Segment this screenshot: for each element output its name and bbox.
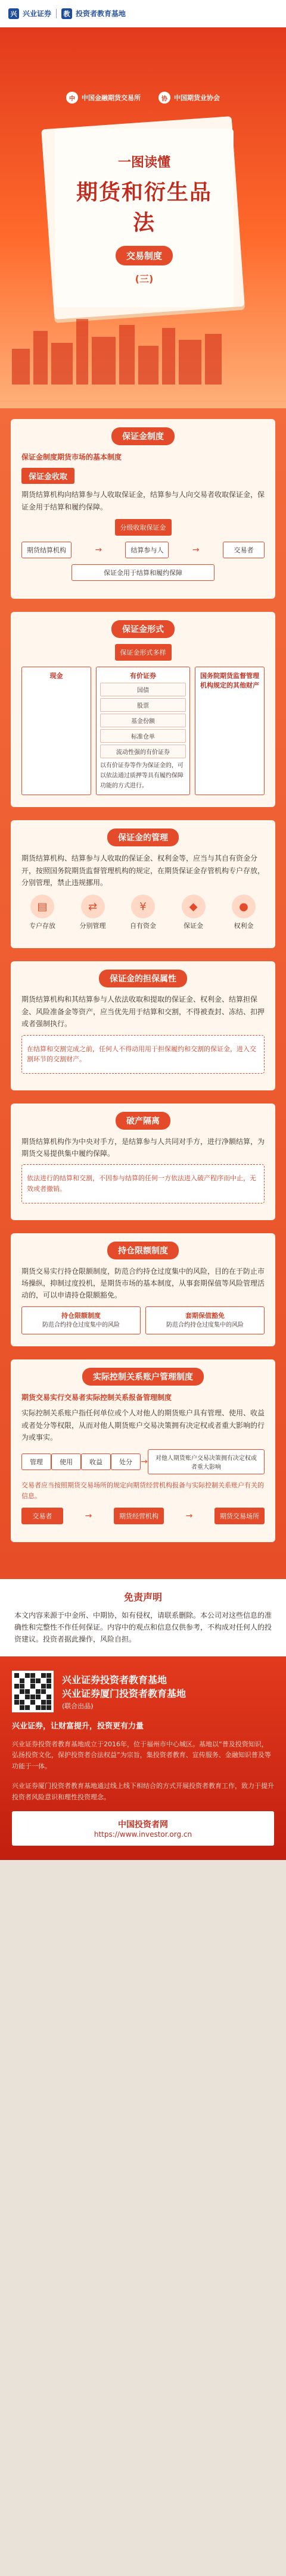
section-title: 保证金的管理 [107,829,179,846]
arrow-right-icon: → [185,1511,193,1521]
form-col-cash [21,667,91,795]
edu-name: 投资者教育基地 [76,10,126,18]
footer-line1: 兴业证券投资者教育基地 [62,1674,167,1686]
hero-banner [0,27,286,408]
form-cell: 基金份额 [100,714,186,727]
flow-node: 处分 [111,1453,141,1470]
section-title: 保证金的担保属性 [99,970,187,987]
flow-node: 管理 [21,1453,51,1470]
section-text: 期货结算机构作为中央对手方，是结算参与人共同对手方，进行净额结算，为期货交易提供集中履约保障。 [21,1137,265,1158]
coin-icon: ● [232,895,256,918]
icon-item [173,895,214,930]
flow-node: 收益 [81,1453,111,1470]
hedge-item [145,1306,265,1334]
form-cell: 标准仓单 [100,729,186,743]
section-heading [21,1112,265,1130]
flow-node: 使用 [51,1453,81,1470]
flow-node-exchange: 期货交易场所 [214,1508,265,1524]
brand-logo [8,8,51,19]
section-heading [21,1242,265,1259]
section-margin-forms [11,612,275,807]
divider [56,9,57,18]
icon-item [72,895,114,930]
col-title: 国务院期货监督管理机构规定的其他财产 [200,672,260,690]
form-note: 以有价证券等作为保证金的，可以依法通过质押等具有履约保障功能的方式进行。 [100,762,184,790]
section-text: 期货交易实行持仓限额制度，防范合约持仓过度集中的风险，目的在于防止市场操纵，抑制过度投机，是期货市场的基本制度，从事套期保值等风险管理活动的，可以申请持仓限额豁免。 [21,1267,265,1300]
icon-item [122,895,164,930]
note-text: 交易者应当按照期货交易场所的规定向期货经营机构报备与实际控制关系账户有关的信息。 [21,1481,264,1500]
arrow-right-icon: → [141,1457,148,1467]
limit-item [21,1306,141,1334]
flow-node-trader: 交易者 [21,1508,63,1524]
footer-titles [62,1672,186,1711]
flow-result: 对他人期货账户交易决策拥有决定权或者重大影响 [148,1449,265,1474]
section-text: 期货结算机构和其结算参与人依法收取和提取的保证金、权利金、结算担保金、风险准备金等资产，应当优先用于结算和交割，不得被查封、冻结、扣押或者强制执行。 [21,995,265,1028]
hero-title: 期货和衍生品法 [76,180,212,235]
icon-label: 保证金 [184,922,203,930]
qr-code-icon [12,1671,54,1712]
section-title: 保证金制度 [111,427,175,445]
footer [0,1656,286,1860]
management-icons [21,895,265,930]
flow-node-clearing: 期货结算机构 [21,542,72,558]
icon-label: 分别管理 [79,922,106,930]
forms-top-row [21,644,265,661]
margin-flow [21,542,265,558]
section-guarantee [11,961,275,1090]
section-subtitle: 期货交易实行交易者实际控制关系报备管理制度 [21,1393,172,1402]
arrow-right-icon: → [95,545,102,555]
cffex-icon: 中 [66,92,78,104]
investor-site-title: 中国投资者网 [118,1820,168,1830]
limit-item-note: 防范合约持仓过度集中的风险 [42,1321,120,1328]
part-label: (三) [135,273,154,285]
footer-line2: 兴业证券厦门投资者教育基地 [62,1687,186,1699]
wallet-icon: ¥ [131,895,155,918]
investor-site-url: https://www.investor.org.cn [94,1830,192,1839]
note-box [21,1035,265,1074]
section-heading [21,829,265,846]
investor-site[interactable] [12,1811,274,1846]
split-icon: ⇄ [81,895,105,918]
flow-bottom: 保证金用于结算和履约保障 [72,564,214,581]
forms-top: 保证金形式多样 [115,644,172,661]
section-title: 破产隔离 [116,1112,170,1130]
chapter-badge: 交易制度 [116,246,173,265]
footer-about2: 兴业证券厦门投资者教育基地通过线上线下相结合的方式开展投资者教育工作，致力于提升投资者风险意识和理性投资理念。 [12,1781,274,1801]
report-flow [21,1508,265,1524]
section-title: 持仓限额制度 [107,1242,179,1259]
footer-about: 兴业证券投资者教育基地成立于2016年，位于福州市中心城区。基地以“普及投资知识，弘扬投资文化，保护投资者合法权益”为宗旨，集投资者教育、宣传服务、金融知识普及等功能于一体。 [12,1740,271,1771]
flow-node-member: 结算参与人 [125,542,169,558]
main-content [0,408,286,1579]
section-heading [21,427,265,445]
form-cell: 流动性强的有价证券 [100,745,186,758]
note-text: 依法进行的结算和交割，不因参与结算的任何一方依法进入破产程序而中止，无效或者撤销。 [27,1174,256,1193]
section-text: 期货结算机构、结算参与人收取的保证金、权利金等，应当与其自有资金分开，按照国务院期货监督管理机构的规定，在期货保证金存管机构专户存放，分别管理，禁止违规挪用。 [21,854,265,887]
icon-label: 专户存放 [29,922,55,930]
cffex-name: 中国金融期货交易所 [82,94,141,102]
brand-name: 兴业证券 [23,10,52,18]
section-text: 实际控制关系账户指任何单位或个人对他人的期货账户具有管理、使用、收益或者处分等权限，从而对他人期货账户交易决策拥有决定权或者重大影响的行为或事实。 [21,1409,265,1442]
forms-grid [21,667,265,795]
section-margin-management [11,820,275,948]
cfa-logo [158,92,220,104]
hero-subtitle: 一图读懂 [117,155,170,170]
footer-slogan: 兴业证券，让财富提升，投资更有力量 [12,1721,144,1731]
footer-tag: (联合出品) [62,1702,94,1710]
footer-header [12,1671,274,1712]
top-bar [0,0,286,27]
col-title: 有价证券 [130,672,156,680]
flow-node-trader: 交易者 [223,542,265,558]
hero-logos [0,92,286,104]
disclaimer-title: 免责声明 [123,1591,162,1603]
control-flow [21,1449,265,1474]
flow-label: 分级收取保证金 [115,519,172,536]
arrow-right-icon: → [192,545,200,555]
section-bankruptcy [11,1103,275,1220]
cffex-logo [66,92,141,104]
icon-item [21,895,63,930]
section-subtitle: 保证金制度期货市场的基本制度 [21,453,122,461]
limit-item-title: 持仓限额制度 [61,1311,101,1320]
section-text: 期货结算机构向结算参与人收取保证金，结算参与人向交易者收取保证金，保证金用于结算和履约保障。 [21,490,265,511]
brand-mark-icon: 兴 [8,8,19,19]
disclaimer-text: 本文内容来源于中金所、中期协，如有侵权，请联系删除。本公司对这些信息的准确性和完整性不作任何保证。内容中的观点和信息仅供参考，不构成对任何人的投资建议。投资者据此操作，风险自担。 [14,1611,272,1644]
section-heading [21,620,265,638]
form-col-securities [96,667,190,795]
col-title: 现金 [49,672,63,680]
arrow-right-icon: → [85,1511,92,1521]
sub-heading: 保证金收取 [21,468,74,484]
section-heading [21,970,265,987]
flow-bottom-row [21,564,265,581]
hedge-item-title: 套期保值豁免 [185,1311,225,1320]
flow-label-row [21,519,265,536]
limit-items [21,1306,265,1334]
note-box [21,1164,265,1203]
icon-label: 权利金 [234,922,254,930]
section-actual-control [11,1359,275,1542]
form-cell: 股票 [100,698,186,712]
form-cell: 国债 [100,683,186,696]
folder-icon: ▤ [30,895,54,918]
form-col-other [195,667,265,795]
section-position-limit [11,1233,275,1346]
disclaimer [0,1579,286,1656]
icon-label: 自有资金 [130,922,156,930]
hedge-item-note: 防范合约持仓过度集中的风险 [166,1321,244,1328]
cfa-icon: 协 [158,92,170,104]
edu-logo [61,8,126,19]
section-margin-system [11,419,275,599]
city-skyline [0,313,286,384]
edu-mark-icon: 教 [61,8,72,19]
section-heading [21,1368,265,1386]
section-title: 保证金形式 [111,620,175,638]
hero-card [55,129,234,307]
note-text: 在结算和交割完成之前，任何人不得动用用于担保履约和交割的保证金，进入交割环节的交割财产。 [27,1045,256,1064]
section-title: 实际控制关系账户管理制度 [82,1368,204,1386]
icon-item [223,895,265,930]
shield-icon: ◆ [182,895,206,918]
flow-node-broker: 期货经营机构 [114,1508,164,1524]
cfa-name: 中国期货业协会 [174,94,220,102]
